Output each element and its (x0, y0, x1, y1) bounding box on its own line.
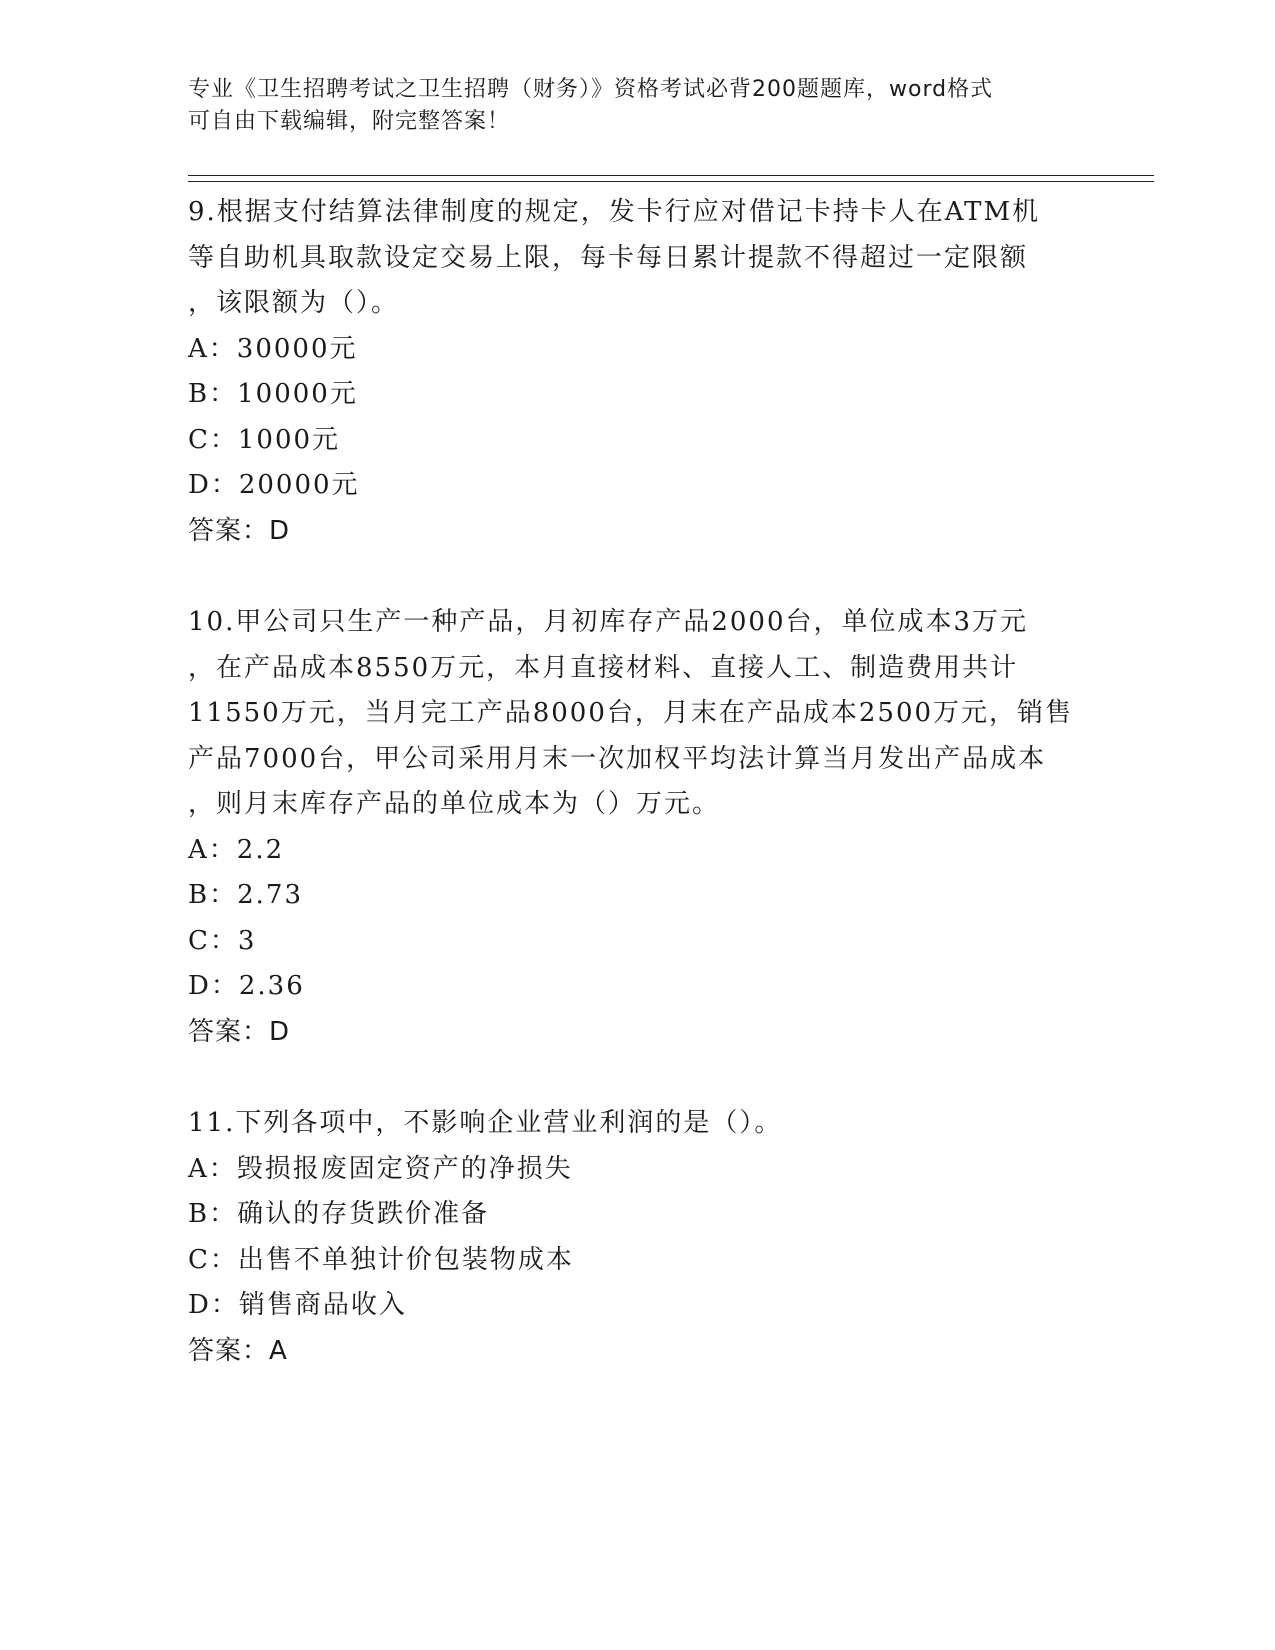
answer: 答案：A (188, 1335, 288, 1366)
header-line-2: 可自由下载编辑，附完整答案！ (188, 109, 511, 134)
option-a: A：30000元 (188, 333, 358, 364)
stem-line: ，该限额为（）。 (188, 288, 400, 318)
stem-line: 产品7000台，甲公司采用月末一次加权平均法计算当月发出产品成本 (188, 743, 1047, 774)
answer: 答案：D (188, 1016, 291, 1047)
option-d: D：2.36 (188, 971, 305, 1001)
document-header (188, 74, 1068, 138)
option-a: A：毁损报废固定资产的净损失 (188, 1153, 573, 1184)
stem-line: 11.下列各项中，不影响企业营业利润的是（）。 (188, 1108, 783, 1138)
stem-line: ，在产品成本8550万元，本月直接材料、直接人工、制造费用共计 (188, 652, 1019, 683)
header-divider-bottom (188, 181, 1154, 182)
option-c: C：出售不单独计价包装物成本 (188, 1244, 574, 1275)
option-a: A：2.2 (188, 834, 285, 865)
stem-line: ，则月末库存产品的单位成本为（）万元。 (188, 789, 721, 819)
question-stem (188, 600, 1088, 828)
question-stem (188, 190, 1088, 327)
option-d: D：20000元 (188, 470, 360, 500)
option-b: B：2.73 (188, 880, 303, 910)
option-b: B：确认的存货跌价准备 (188, 1199, 490, 1229)
option-c: C：1000元 (188, 424, 341, 455)
stem-line: 9.根据支付结算法律制度的规定，发卡行应对借记卡持卡人在ATM机 (188, 197, 1041, 227)
option-b: B：10000元 (188, 379, 358, 409)
option-d: D：销售商品收入 (188, 1290, 407, 1320)
question-9 (188, 190, 1088, 554)
stem-line: 等自助机具取款设定交易上限，每卡每日累计提款不得超过一定限额 (188, 242, 1029, 273)
stem-line: 10.甲公司只生产一种产品，月初库存产品2000台，单位成本3万元 (188, 607, 1029, 637)
option-c: C：3 (188, 925, 257, 956)
question-11 (188, 1101, 1088, 1374)
header-line-1: 专业《卫生招聘考试之卫生招聘（财务）》资格考试必背200题题库，word格式 (188, 77, 994, 102)
question-stem (188, 1101, 1088, 1147)
stem-line: 11550万元，当月完工产品8000台，月末在产品成本2500万元，销售 (188, 698, 1074, 728)
header-divider-top (188, 175, 1154, 176)
answer: 答案：D (188, 515, 291, 546)
question-10 (188, 600, 1088, 1055)
